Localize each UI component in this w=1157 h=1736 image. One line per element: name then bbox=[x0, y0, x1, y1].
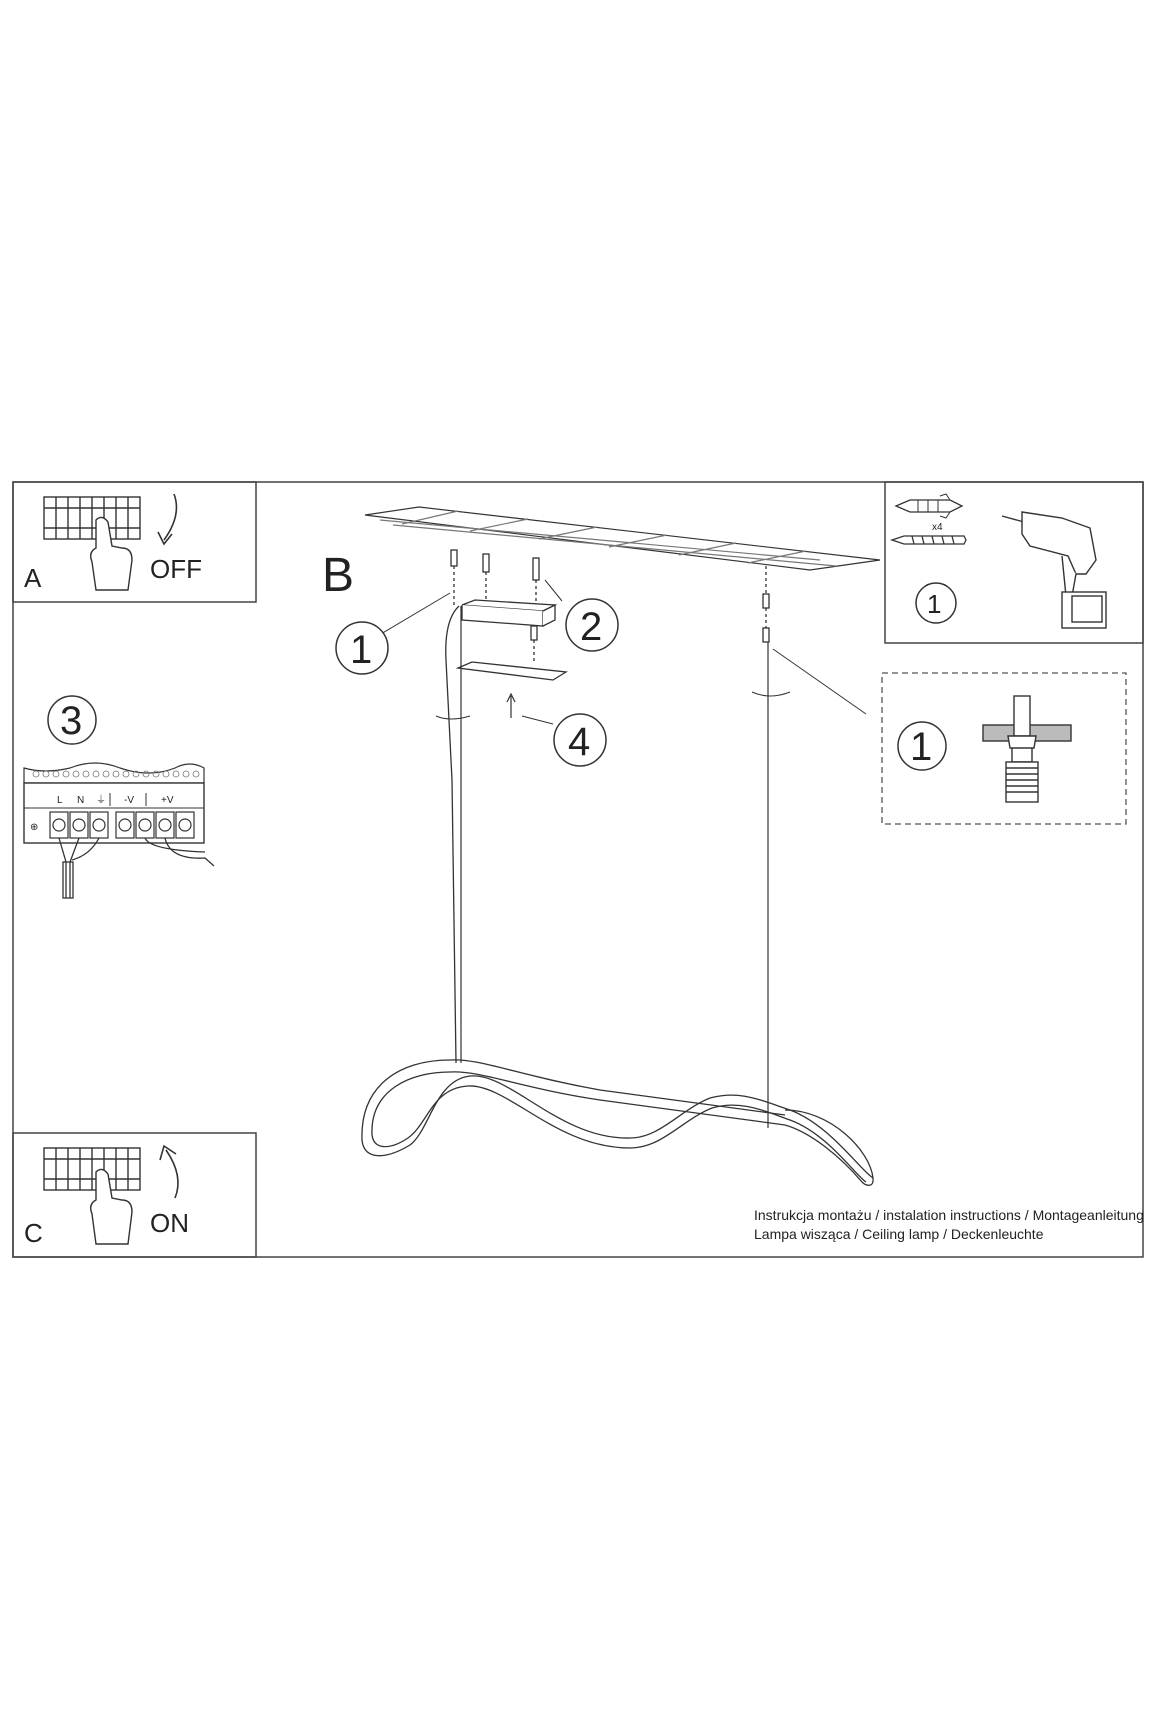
arrow-down-icon bbox=[164, 494, 176, 540]
panel-a-action: OFF bbox=[150, 554, 202, 584]
svg-text:⊕: ⊕ bbox=[30, 822, 39, 833]
detail-callout: 1 bbox=[910, 725, 933, 769]
kit-quantity: x4 bbox=[932, 522, 943, 533]
cover-plate bbox=[458, 662, 566, 680]
callout-2: 2 bbox=[580, 605, 603, 649]
lamp-body bbox=[362, 1060, 873, 1185]
callout-lines bbox=[381, 580, 866, 724]
terminal-label: -V bbox=[124, 795, 134, 806]
screw-icon bbox=[892, 536, 966, 544]
kit-callout: 1 bbox=[927, 589, 942, 619]
hand-icon bbox=[91, 1169, 132, 1244]
terminal-label: +V bbox=[161, 795, 174, 806]
terminal-label: N bbox=[77, 795, 85, 806]
drill-icon bbox=[1002, 512, 1106, 628]
driver-box bbox=[462, 600, 555, 662]
terminal-label: L bbox=[57, 795, 63, 806]
footer-line-2: Lampa wisząca / Ceiling lamp / Deckenleuchte bbox=[754, 1226, 1044, 1242]
wall-plug-icon bbox=[896, 500, 962, 512]
callout-3: 3 bbox=[60, 699, 83, 743]
panel-c-action: ON bbox=[150, 1208, 189, 1238]
outer-frame bbox=[13, 482, 1143, 1257]
panel-wiring bbox=[24, 696, 214, 898]
arrow-up-icon bbox=[166, 1150, 178, 1198]
step-letter: B bbox=[322, 549, 355, 602]
panel-detail bbox=[882, 673, 1126, 824]
panel-a-letter: A bbox=[24, 563, 42, 593]
breaker-panel-icon bbox=[44, 1148, 140, 1190]
breaker-panel-icon bbox=[44, 497, 140, 539]
main-diagram bbox=[322, 507, 880, 1185]
callout-1: 1 bbox=[350, 628, 373, 672]
power-cable bbox=[446, 606, 459, 1063]
panel-c bbox=[13, 1133, 256, 1257]
callout-4: 4 bbox=[568, 720, 591, 764]
footer-line-1: Instrukcja montażu / instalation instructions / Montageanleitung bbox=[754, 1207, 1144, 1223]
ceiling-grid bbox=[365, 507, 880, 570]
terminal-label: ⏚ bbox=[96, 795, 106, 806]
terminal-block bbox=[24, 763, 204, 843]
panel-c-letter: C bbox=[24, 1218, 43, 1248]
ceiling-hook-detail-icon bbox=[983, 696, 1071, 802]
panel-a bbox=[13, 482, 256, 602]
panel-kit bbox=[885, 482, 1143, 643]
wires bbox=[59, 838, 214, 898]
